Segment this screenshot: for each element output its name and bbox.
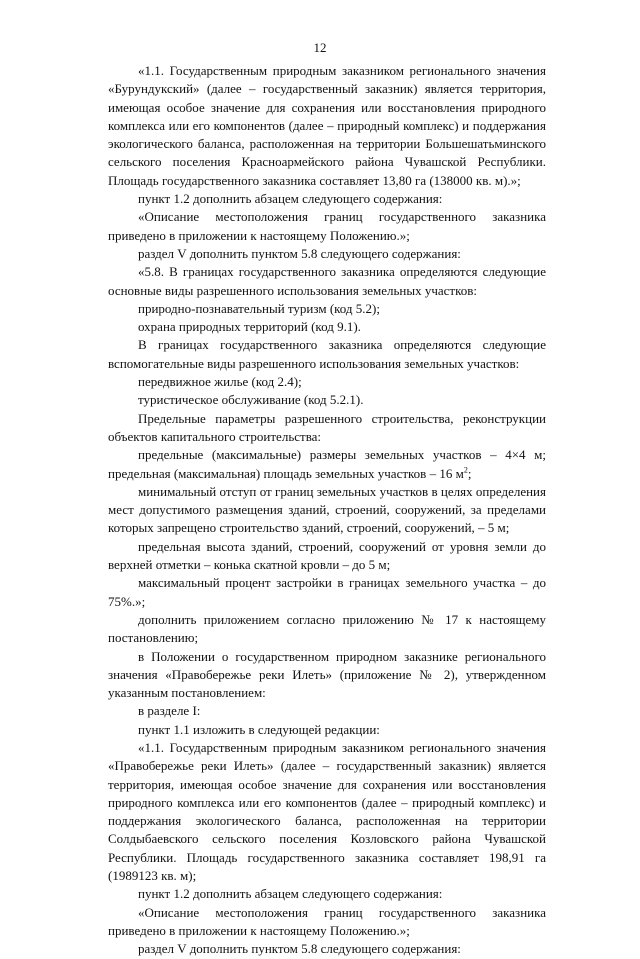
paragraph: дополнить приложением согласно приложению № 17 к настоящему постановлению; (108, 611, 546, 646)
document-body (108, 62, 546, 959)
paragraph: «1.1. Государственным природным заказником регионального значения «Правобережье реки Илеть» (далее – государственный заказник) является территория, имеющая особое значение для сохранения или восстановления природного комплекса или его компонентов (далее – природный комплекс) и поддержания экологического баланса, расположенная на территории Солдыбаевского сельского поселения Козловского района Чувашской Республики. Площадь государственного заказника составляет 198,91 га (1989123 кв. м); (108, 739, 546, 884)
paragraph: раздел V дополнить пунктом 5.8 следующего содержания: (138, 941, 461, 957)
paragraph-area-limits (108, 446, 546, 483)
paragraph-suffix: ; (467, 465, 472, 481)
paragraph: в Положении о государственном природном заказнике регионального значения «Правобережье реки Илеть» (приложение № 2), утвержденном указанным постановлением: (108, 648, 546, 701)
paragraph: пункт 1.2 дополнить абзацем следующего содержания: (138, 886, 443, 902)
page-number: 12 (313, 40, 327, 55)
paragraph: предельная высота зданий, строений, сооружений от уровня земли до верхней отметки – конька скатной кровли – до 5 м; (108, 538, 546, 573)
paragraph: в разделе I: (138, 703, 201, 719)
paragraph: Предельные параметры разрешенного строительства, реконструкции объектов капитального строительства: (108, 410, 546, 444)
paragraph: минимальный отступ от границ земельных участков в целях определения мест допустимого размещения зданий, строений, сооружений, за пределами которых запрещено строительство зданий, строений, сооружений, – 5 м; (108, 483, 546, 536)
paragraph: «1.1. Государственным природным заказником регионального значения «Бурундукский» (далее – государственный заказник) является территория, имеющая особое значение для сохранения или восстановления природного комплекса или его компонентов (далее – природный комплекс) и поддержания экологического баланса, расположенная на территории Большешатьминского сельского поселения Красноармейского района Чувашской Республики. Площадь государственного заказника составляет 13,80 га (138000 кв. м).»; (108, 63, 546, 188)
superscript: 2 (463, 465, 468, 475)
paragraph: туристическое обслуживание (код 5.2.1). (138, 392, 364, 408)
paragraph: охрана природных территорий (код 9.1). (138, 319, 361, 335)
paragraph: «5.8. В границах государственного заказника определяются следующие основные виды разрешенного использования земельных участков: (108, 264, 546, 298)
paragraph: природно-познавательный туризм (код 5.2); (138, 300, 380, 316)
paragraph: «Описание местоположения границ государственного заказника приведено в приложении к настоящему Положению.»; (108, 209, 546, 243)
paragraph: максимальный процент застройки в границах земельного участка – до 75%.»; (108, 575, 546, 609)
paragraph: «Описание местоположения границ государственного заказника приведено в приложении к настоящему Положению.»; (108, 904, 546, 938)
paragraph: раздел V дополнить пунктом 5.8 следующего содержания: (138, 245, 461, 261)
paragraph: пункт 1.1 изложить в следующей редакции: (138, 721, 380, 737)
paragraph: В границах государственного заказника определяются следующие вспомогательные виды разрешенного использования земельных участков: (108, 337, 546, 371)
paragraph: передвижное жилье (код 2.4); (138, 374, 302, 390)
paragraph-text: предельные (максимальные) размеры земельных участков – 4×4 м; предельная (максимальная) площадь земельных участков – 16 м (108, 447, 546, 481)
paragraph: пункт 1.2 дополнить абзацем следующего содержания: (138, 191, 443, 207)
